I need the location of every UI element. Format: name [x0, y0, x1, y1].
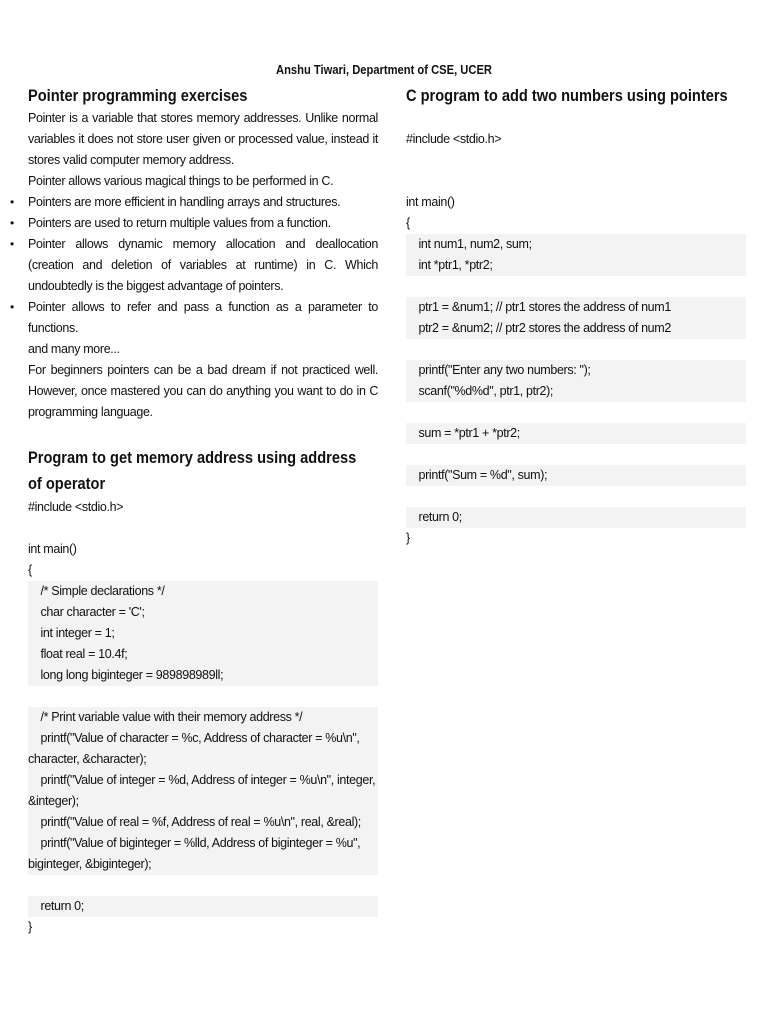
- code-line: printf("Value of biginteger = %lld, Address of biginteger = %u", biginteger, &biginteger);: [28, 833, 378, 875]
- code-line: [406, 150, 746, 171]
- code-line: /* Simple declarations */: [28, 581, 378, 602]
- code-line: [28, 518, 378, 539]
- code-line: sum = *ptr1 + *ptr2;: [406, 423, 746, 444]
- right-column: [406, 84, 746, 549]
- code-line: {: [28, 563, 32, 577]
- more-line: and many more...: [28, 342, 120, 356]
- code-line: int integer = 1;: [28, 623, 378, 644]
- code-line: /* Print variable value with their memory address */: [28, 707, 378, 728]
- bullet-icon: •: [10, 195, 14, 209]
- beginners-paragraph: For beginners pointers can be a bad dream if not practiced well. However, once mastered you can do anything you want to do in C programming language.: [28, 363, 378, 419]
- code-line: [406, 486, 746, 507]
- right-code-block: [406, 108, 746, 549]
- code-line: int main(): [28, 542, 77, 556]
- code-line: printf("Value of character = %c, Address of character = %u\n", character, &character);: [28, 728, 378, 770]
- intro-paragraph: Pointer is a variable that stores memory addresses. Unlike normal variables it does not store user given or processed value, instead it stores valid computer memory address.: [28, 111, 378, 167]
- code-line: int num1, num2, sum;: [406, 234, 746, 255]
- magic-line: Pointer allows various magical things to be performed in C.: [28, 174, 334, 188]
- code-line: ptr2 = &num2; // ptr2 stores the address of num2: [406, 318, 746, 339]
- code-line: [406, 171, 746, 192]
- bullet-icon: •: [10, 216, 14, 230]
- code-line: [406, 444, 746, 465]
- code-line: int *ptr1, *ptr2;: [406, 255, 746, 276]
- code-line: #include <stdio.h>: [406, 132, 502, 146]
- code-line: printf("Value of integer = %d, Address of integer = %u\n", integer, &integer);: [28, 770, 378, 812]
- code-line: float real = 10.4f;: [28, 644, 378, 665]
- code-line: printf("Value of real = %f, Address of real = %u\n", real, &real);: [28, 812, 378, 833]
- list-item: • Pointer allows dynamic memory allocation and deallocation (creation and deletion of variables at runtime) in C. Which undoubtedly is the biggest advantage of pointers.: [28, 234, 378, 297]
- code-line: ptr1 = &num1; // ptr1 stores the address of num1: [406, 297, 746, 318]
- code-line: [406, 108, 746, 129]
- code-line: printf("Sum = %d", sum);: [406, 465, 746, 486]
- left-code-block: [28, 497, 378, 938]
- code-line: }: [406, 531, 410, 545]
- code-line: return 0;: [28, 896, 378, 917]
- code-line: }: [28, 920, 32, 934]
- bullet-icon: •: [10, 300, 14, 314]
- code-line: return 0;: [406, 507, 746, 528]
- program-title: Program to get memory address using address of operator: [28, 448, 357, 493]
- list-item: • Pointer allows to refer and pass a function as a parameter to functions.: [28, 297, 378, 339]
- code-line: [406, 276, 746, 297]
- bullet-icon: •: [10, 237, 14, 251]
- code-line: [28, 875, 378, 896]
- code-line: [406, 339, 746, 360]
- page-header: Anshu Tiwari, Department of CSE, UCER: [276, 62, 492, 77]
- left-column: [10, 84, 379, 938]
- code-line: [28, 686, 378, 707]
- left-section-title: Pointer programming exercises: [28, 86, 248, 105]
- code-line: [406, 402, 746, 423]
- code-line: scanf("%d%d", ptr1, ptr2);: [406, 381, 746, 402]
- list-item: • Pointers are more efficient in handling arrays and structures.: [28, 192, 378, 213]
- code-line: char character = 'C';: [28, 602, 378, 623]
- right-section-title: C program to add two numbers using pointers: [406, 86, 728, 105]
- code-line: int main(): [406, 195, 455, 209]
- code-line: long long biginteger = 989898989ll;: [28, 665, 378, 686]
- code-line: printf("Enter any two numbers: ");: [406, 360, 746, 381]
- code-line: {: [406, 216, 410, 230]
- code-line: #include <stdio.h>: [28, 500, 124, 514]
- list-item: • Pointers are used to return multiple values from a function.: [28, 213, 378, 234]
- advantages-list: [10, 192, 378, 339]
